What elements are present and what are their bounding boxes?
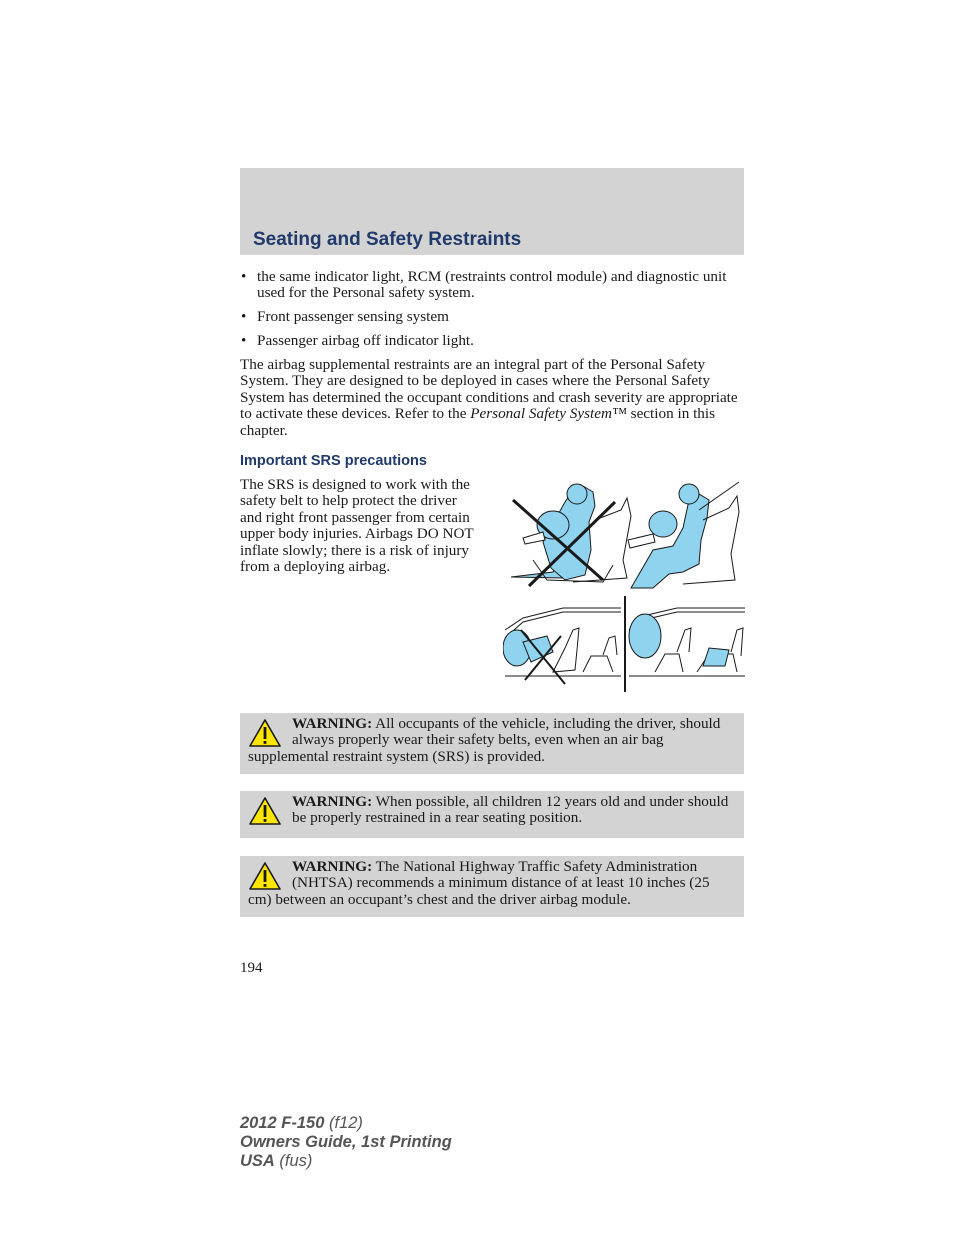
warning-triangle-icon xyxy=(248,718,282,748)
airbag-illustration xyxy=(503,480,745,693)
footer-guide: Owners Guide, 1st Printing xyxy=(240,1133,452,1151)
bullet-symbol: • xyxy=(241,268,247,285)
bullet-text: Front passenger sensing system xyxy=(257,308,449,326)
paragraph-reference: Personal Safety System™ xyxy=(470,405,627,423)
bullet-symbol: • xyxy=(241,332,247,350)
bullet-list xyxy=(240,269,744,357)
warning-triangle-icon xyxy=(248,796,282,826)
footer xyxy=(240,1114,452,1171)
occupant-proper-scene xyxy=(628,484,709,588)
warning-text xyxy=(248,794,732,827)
warning-box xyxy=(240,713,744,774)
warning-text xyxy=(248,716,732,765)
list-item xyxy=(240,269,744,302)
page-number: 194 xyxy=(240,960,263,976)
warning-box xyxy=(240,856,744,917)
warning-body: All occupants of the vehicle, including the driver, should always properly wear their safety belts, even when an air bag supplemental restraint system (SRS) is provided. xyxy=(248,715,721,765)
paragraph-tail: section in this chapter. xyxy=(240,405,716,439)
list-item xyxy=(240,333,744,349)
warning-text xyxy=(248,859,732,908)
paragraph-text: The airbag supplemental restraints are an integral part of the Personal Safety System. They are designed to be deployed in cases where the Personal Safety System has determined the occupant conditions and crash severity are appropriate to activate these devices. Refer to the xyxy=(240,356,738,423)
list-item xyxy=(240,309,744,325)
warning-triangle-icon xyxy=(248,861,282,891)
intro-paragraph xyxy=(240,357,744,439)
front-airbag-right xyxy=(629,614,661,658)
footer-model: 2012 F-150 xyxy=(240,1114,325,1132)
warning-label: WARNING: xyxy=(292,715,373,732)
srs-heading: Important SRS precautions xyxy=(240,453,427,469)
footer-line-model xyxy=(240,1114,452,1133)
section-title: Seating and Safety Restraints xyxy=(253,229,522,250)
warning-body: When possible, all children 12 years old and under should be properly restrained in a rear seating position. xyxy=(292,793,729,827)
footer-region-code: (fus) xyxy=(274,1152,313,1170)
bullet-text: Passenger airbag off indicator light. xyxy=(257,332,474,350)
footer-line-region xyxy=(240,1152,452,1171)
warning-body: The National Highway Traffic Safety Administration (NHTSA) recommends a minimum distance of at least 10 inches (25 cm) between an occupant’s chest and the driver airbag module. xyxy=(248,858,710,908)
footer-model-code: (f12) xyxy=(324,1114,363,1132)
footer-region: USA xyxy=(240,1152,275,1170)
bullet-symbol: • xyxy=(241,308,247,326)
bullet-text: the same indicator light, RCM (restraints control module) and diagnostic unit used for the Personal safety system. xyxy=(257,268,727,302)
footer-line-guide xyxy=(240,1133,452,1152)
warning-box xyxy=(240,791,744,838)
warning-label: WARNING: xyxy=(292,793,373,810)
srs-paragraph: The SRS is designed to work with the safety belt to help protect the driver and right front passenger from certain upper body injuries. Airbags DO NOT inflate slowly; there is a risk of injury from a deploying airbag. xyxy=(240,476,474,576)
warning-label: WARNING: xyxy=(292,858,373,875)
